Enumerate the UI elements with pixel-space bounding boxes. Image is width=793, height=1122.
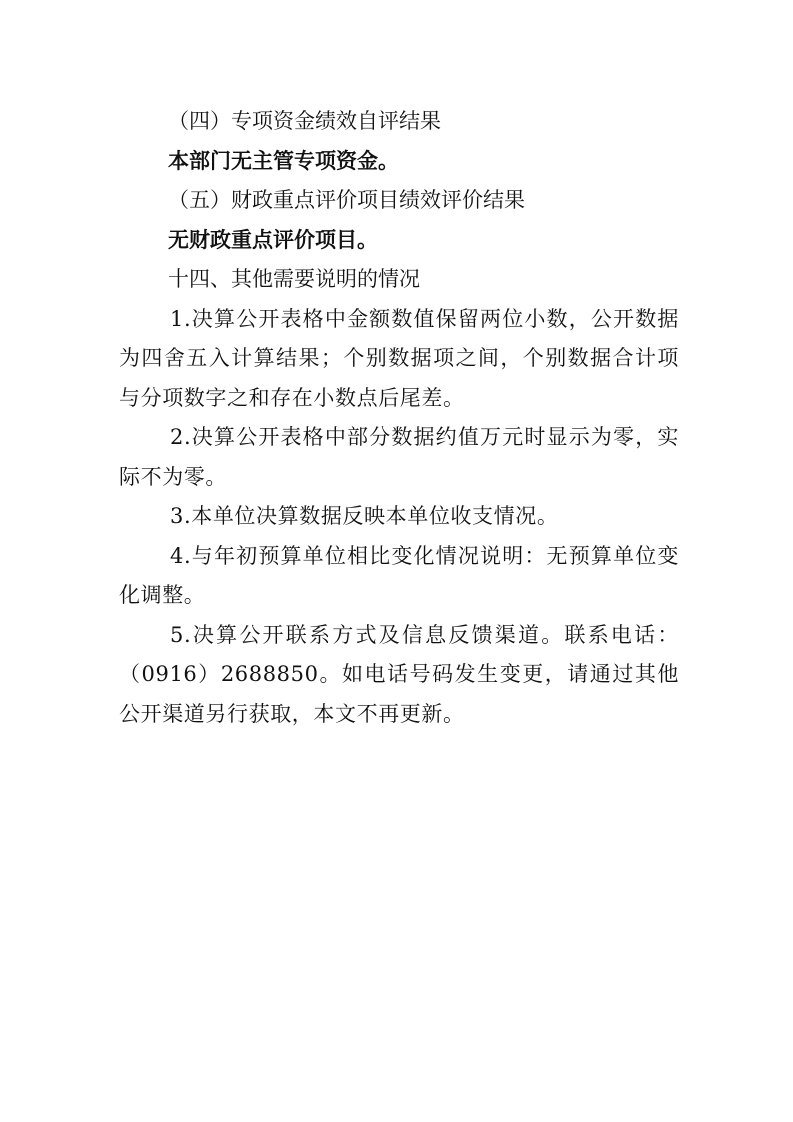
- note-item-3: 3.本单位决算数据反映本单位收支情况。: [170, 504, 559, 528]
- note-item-4: 4.与年初预算单位相比变化情况说明：无预算单位变化调整。: [119, 543, 679, 607]
- section-fourteen-heading: 十四、其他需要说明的情况: [168, 267, 420, 291]
- section-five-body: 无财政重点评价项目。: [168, 227, 378, 252]
- page-content: [119, 102, 679, 734]
- note-item-2: 2.决算公开表格中部分数据约值万元时显示为零，实际不为零。: [119, 425, 679, 489]
- note-item-5: 5.决算公开联系方式及信息反馈渠道。联系电话：（0916）2688850。如电话号码发生变更，请通过其他公开渠道另行获取，本文不再更新。: [119, 622, 679, 726]
- section-four-heading: （四）专项资金绩效自评结果: [168, 109, 441, 133]
- section-five-heading: （五）财政重点评价项目绩效评价结果: [168, 188, 525, 212]
- section-four-body: 本部门无主管专项资金。: [168, 148, 399, 173]
- note-item-1: 1.决算公开表格中金额数值保留两位小数，公开数据为四舍五入计算结果；个别数据项之间，个别数据合计项与分项数字之和存在小数点后尾差。: [119, 306, 679, 410]
